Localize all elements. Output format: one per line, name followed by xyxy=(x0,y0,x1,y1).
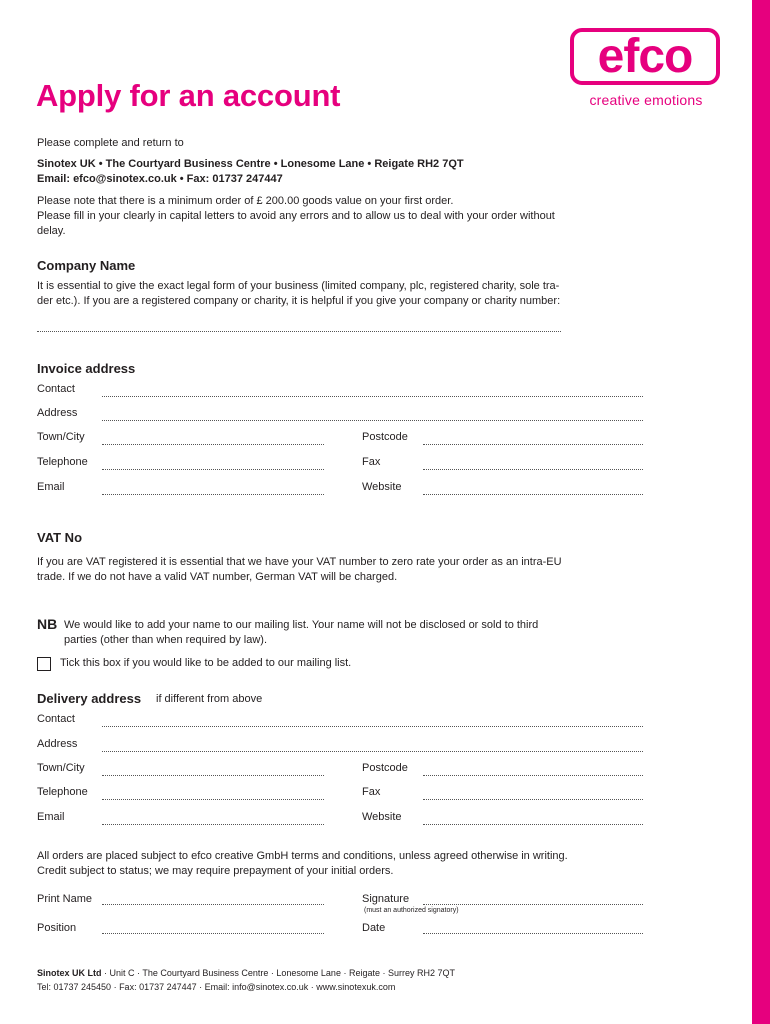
delivery-contact-label: Contact xyxy=(37,713,75,725)
company-name-field[interactable] xyxy=(37,331,561,332)
return-instruction: Please complete and return to xyxy=(37,137,184,149)
invoice-town-field[interactable] xyxy=(102,444,324,445)
footer-address: · Unit C · The Courtyard Business Centre · Lonesome Lane · Reigate · Surrey RH2 7QT xyxy=(101,968,455,978)
capital-letters-note: Please fill in your clearly in capital letters to avoid any errors and to allow us to deal with your order without xyxy=(37,210,555,222)
return-address: Sinotex UK • The Courtyard Business Centre • Lonesome Lane • Reigate RH2 7QT xyxy=(37,158,464,170)
date-label: Date xyxy=(362,922,386,934)
mailing-list-checkbox-label: Tick this box if you would like to be added to our mailing list. xyxy=(60,657,352,669)
invoice-website-label: Website xyxy=(362,481,402,493)
invoice-website-field[interactable] xyxy=(423,494,643,495)
company-instructions-1: It is essential to give the exact legal form of your business (limited company, plc, registered charity, sole tra- xyxy=(37,280,560,292)
delivery-town-field[interactable] xyxy=(102,775,324,776)
mailing-list-notice-1: We would like to add your name to our mailing list. Your name will not be disclosed or sold to third xyxy=(64,619,539,631)
nb-label: NB xyxy=(37,616,58,632)
delivery-website-field[interactable] xyxy=(423,824,643,825)
print-name-label: Print Name xyxy=(37,893,93,905)
delivery-address-field[interactable] xyxy=(102,751,643,752)
delivery-telephone-field[interactable] xyxy=(102,799,324,800)
company-instructions-2: der etc.). If you are a registered company or charity, it is helpful if you give your company or charity number: xyxy=(37,295,561,307)
delivery-postcode-label: Postcode xyxy=(362,762,408,774)
delivery-fax-field[interactable] xyxy=(423,799,643,800)
delivery-email-field[interactable] xyxy=(102,824,324,825)
side-accent-bar xyxy=(752,0,770,1024)
terms-text-1: All orders are placed subject to efco creative GmbH terms and conditions, unless agreed otherwise in writing. xyxy=(37,850,568,862)
mailing-list-notice-2: parties (other than when required by law). xyxy=(64,634,267,646)
signature-note: (must an authorized signatory) xyxy=(364,907,459,914)
delivery-address-subheading: if different from above xyxy=(156,693,263,705)
invoice-address-field[interactable] xyxy=(102,420,643,421)
invoice-postcode-field[interactable] xyxy=(423,444,643,445)
invoice-address-heading: Invoice address xyxy=(37,361,136,376)
company-name-heading: Company Name xyxy=(37,258,136,273)
signature-label: Signature xyxy=(362,893,410,905)
delivery-town-label: Town/City xyxy=(37,762,85,774)
print-name-field[interactable] xyxy=(102,904,324,905)
footer-line-2: Tel: 01737 245450 · Fax: 01737 247447 · Email: info@sinotex.co.uk · www.sinotexuk.com xyxy=(37,982,396,992)
logo-wordmark: efco xyxy=(597,29,693,83)
invoice-telephone-label: Telephone xyxy=(37,456,88,468)
invoice-email-field[interactable] xyxy=(102,494,324,495)
delivery-fax-label: Fax xyxy=(362,786,381,798)
position-field[interactable] xyxy=(102,933,324,934)
capital-letters-note-cont: delay. xyxy=(37,225,66,237)
invoice-telephone-field[interactable] xyxy=(102,469,324,470)
vat-text-1: If you are VAT registered it is essential that we have your VAT number to zero rate your order as an intra-EU xyxy=(37,556,562,568)
invoice-email-label: Email xyxy=(37,481,65,493)
footer-company: Sinotex UK Ltd xyxy=(37,968,102,978)
return-contact: Email: efco@sinotex.co.uk • Fax: 01737 247447 xyxy=(37,173,283,185)
invoice-fax-label: Fax xyxy=(362,456,381,468)
date-field[interactable] xyxy=(423,933,643,934)
footer-line-1 xyxy=(37,966,455,980)
invoice-contact-field[interactable] xyxy=(102,396,643,397)
terms-text-2: Credit subject to status; we may require prepayment of your initial orders. xyxy=(37,865,394,877)
mailing-list-checkbox[interactable] xyxy=(37,657,51,671)
delivery-postcode-field[interactable] xyxy=(423,775,643,776)
invoice-address-label: Address xyxy=(37,407,78,419)
logo-tagline: creative emotions xyxy=(589,92,703,108)
invoice-postcode-label: Postcode xyxy=(362,431,408,443)
minimum-order-note: Please note that there is a minimum order of £ 200.00 goods value on your first order. xyxy=(37,195,454,207)
position-label: Position xyxy=(37,922,77,934)
invoice-fax-field[interactable] xyxy=(423,469,643,470)
efco-logo xyxy=(570,28,722,112)
vat-text-2: trade. If we do not have a valid VAT number, German VAT will be charged. xyxy=(37,571,398,583)
invoice-contact-label: Contact xyxy=(37,383,75,395)
invoice-town-label: Town/City xyxy=(37,431,85,443)
delivery-telephone-label: Telephone xyxy=(37,786,88,798)
delivery-website-label: Website xyxy=(362,811,402,823)
page-title: Apply for an account xyxy=(36,78,341,113)
delivery-address-heading: Delivery address xyxy=(37,691,142,706)
vat-heading: VAT No xyxy=(37,530,83,545)
signature-field[interactable] xyxy=(423,904,643,905)
delivery-email-label: Email xyxy=(37,811,65,823)
delivery-address-label: Address xyxy=(37,738,78,750)
delivery-contact-field[interactable] xyxy=(102,726,643,727)
